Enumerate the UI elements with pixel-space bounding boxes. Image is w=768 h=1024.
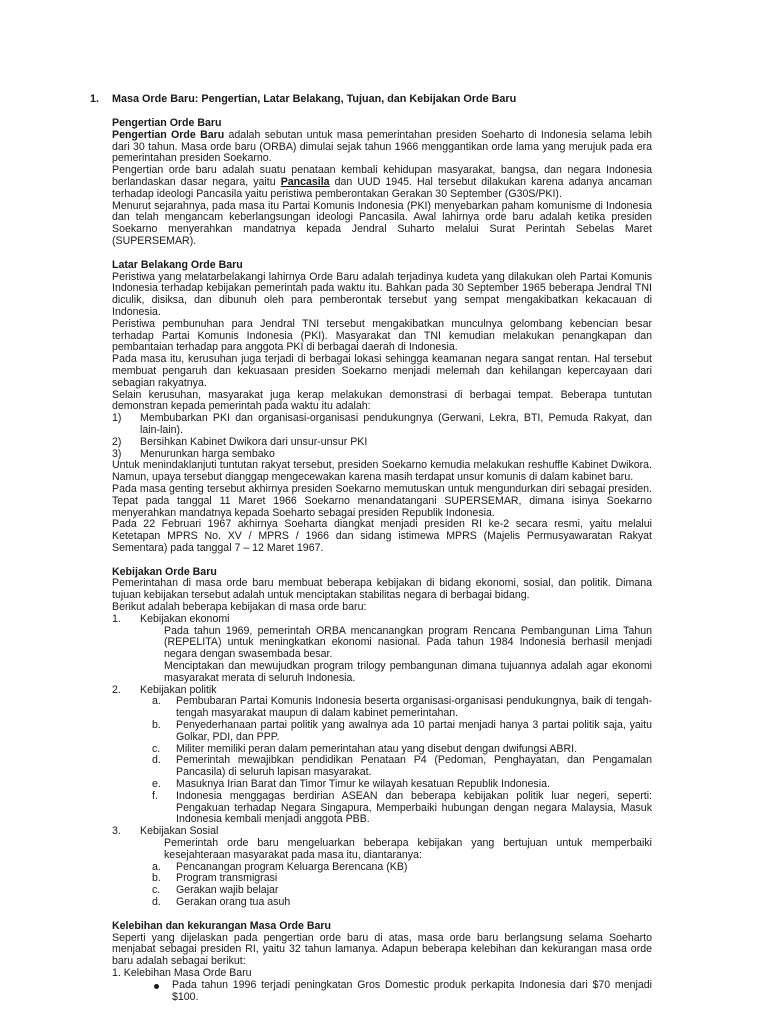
sub-paragraph: Menciptakan dan mewujudkan program trilogy pembangunan dimana tujuannya adalah agar ekonomi masyarakat merata di seluruh Indonesia.: [164, 660, 652, 684]
demands-list: [112, 413, 652, 460]
sub-paragraph: Pada tahun 1969, pemerintah ORBA mencanangkan program Rencana Pembangunan Lima Tahun (REPELITA) untuk meningkatkan ekonomi nasional. Pada tahun 1984 Indonesia berhasil menjadi negara dengan swasembada besar.: [164, 624, 652, 661]
list-item: [112, 755, 652, 779]
paragraph: Seperti yang dijelaskan pada pengertian orde baru di atas, masa orde baru berlangsung selama Soeharto menjabat sebagai presiden RI, yaitu 32 tahun lamanya. Adapun beberapa kelebihan dan kekurangan masa orde baru adalah sebagai berikut:: [112, 931, 652, 968]
list-text: Program transmigrasi: [176, 872, 278, 885]
list-text: Pembubaran Partai Komunis Indonesia beserta organisasi-organisasi pendukungnya, baik di tengah-tengah masyarakat maupun di dalam kabinet pemerintahan.: [176, 695, 652, 720]
list-letter: b.: [152, 872, 161, 885]
paragraph: Pada 22 Februari 1967 akhirnya Soeharta diangkat menjadi presiden RI ke-2 secara resmi, yaitu melalui Ketetapan MPRS No. XV / MPRS / 1966 dan sidang istimewa MPRS (Majelis Permusyawaratan Rakyat Sementara) pada tanggal 7 – 12 Maret 1967.: [112, 518, 652, 554]
list-text: Kebijakan politik: [140, 683, 217, 696]
list-text: Masuknya Irian Barat dan Timor Timur ke wilayah kesatuan Republik Indonesia.: [176, 778, 550, 791]
paragraph: Pada masa itu, kerusuhan juga terjadi di berbagai lokasi sehingga keamanan negara sangat rentan. Hal tersebut membuat pengaruh dan kekuasaan presiden Soekarno menjadi melemah dan kehilangan kepercayaan dari sebagian rakyatnya.: [112, 353, 652, 389]
list-text: Pencanangan program Keluarga Berencana (KB): [176, 860, 408, 873]
list-text: Militer memiliki peran dalam pemerintahan atau yang disebut dengan dwifungsi ABRI.: [176, 742, 578, 755]
list-letter: c.: [152, 742, 161, 755]
pancasila-link[interactable]: Pancasila: [280, 175, 330, 188]
list-item: [112, 449, 652, 461]
paragraph-text: Pengertian orde baru adalah suatu penataan kembali kehidupan masyarakat, bangsa, dan negara Indonesia berlandaskan dasar negara, yaitu: [112, 164, 652, 188]
list-letter: b.: [152, 719, 161, 732]
list-text: Menurunkan harga sembako: [140, 447, 275, 460]
section-heading-kelebihan-kekurangan: Kelebihan dan kekurangan Masa Orde Baru: [112, 919, 332, 932]
sub-paragraph: Pemerintah orde baru mengeluarkan beberapa kebijakan yang bertujuan untuk memperbaiki kesejahteraan masyarakat pada masa itu, diantaranya:: [164, 837, 652, 861]
list-letter: e.: [152, 778, 161, 791]
title-text: Masa Orde Baru: Pengertian, Latar Belakang, Tujuan, dan Kebijakan Orde Baru: [112, 93, 517, 105]
list-text: Gerakan orang tua asuh: [176, 896, 291, 908]
paragraph: Berikut adalah beberapa kebijakan di masa orde baru:: [112, 601, 367, 614]
list-text: Bersihkan Kabinet Dwikora dari unsur-unsur PKI: [140, 435, 368, 448]
bullet-icon: [154, 984, 159, 989]
title-number: 1.: [90, 93, 100, 105]
list-letter: d.: [152, 896, 161, 908]
section-heading-latar-belakang: Latar Belakang Orde Baru: [112, 258, 243, 271]
paragraph: Selain kerusuhan, masyarakat juga kerap melakukan demonstrasi di berbagai tempat. Beberapa tuntutan demonstran kepada pemerintah pada waktu itu adalah:: [112, 388, 652, 413]
list-item: [112, 614, 652, 685]
policy-list: [112, 614, 652, 909]
list-letter: a.: [152, 860, 161, 873]
paragraph: 1. Kelebihan Masa Orde Baru: [112, 966, 252, 979]
paragraph: Untuk menindaklanjuti tuntutan rakyat tersebut, presiden Soekarno kemudia melakukan reshuffle Kabinet Dwikora. Namun, upaya tersebut dianggap mengecewakan karena masih terdapat unsur komunis di dalam kabinet baru.: [112, 459, 652, 484]
list-item: [112, 791, 652, 826]
list-text: Membubarkan PKI dan organisasi-organisasi pendukungnya (Gerwani, Lekra, BTI, Pemuda Rakyat, dan lain-lain).: [140, 412, 652, 436]
list-letter: c.: [152, 884, 161, 897]
bullet-text: Pada tahun 1996 terjadi peningkatan Gros Domestic produk perkapita Indonesia dari $70 menjadi $100.: [172, 978, 652, 1003]
list-number: 1.: [112, 612, 121, 625]
list-text: Gerakan wajib belajar: [176, 884, 279, 897]
paragraph: Pada masa genting tersebut akhirnya presiden Soekarno memutuskan untuk mengundurkan diri sebagai presiden. Tepat pada tanggal 11 Maret 1966 Soekarno menandatangani SUPERSEMAR, dimana isinya Soekarno menyerahkan mandatnya kepada Soeharto sebagai presiden Republik Indonesia.: [112, 482, 652, 519]
list-text: Kebijakan ekonomi: [140, 612, 230, 625]
list-item: [112, 413, 652, 437]
list-item: [112, 897, 652, 909]
list-number: 1): [112, 412, 122, 425]
social-policy-list: [112, 862, 652, 909]
paragraph: Pemerintahan di masa orde baru membuat beberapa kebijakan di bidang ekonomi, sosial, dan politik. Dimana tujuan kebijakan tersebut adalah untuk menciptakan stabilitas negara di berbagai bidang.: [112, 577, 652, 602]
list-item: [112, 720, 652, 744]
list-number: 3.: [112, 825, 121, 838]
paragraph: [112, 165, 652, 200]
paragraph-text: dan UUD 1945. Hal tersebut dilakukan karena adanya ancaman terhadap ideologi Pancasila yaitu peristiwa pemberontakan Gerakan 30 September (G30S/PKI).: [112, 175, 652, 200]
paragraph: Peristiwa pembunuhan para Jendral TNI tersebut mengakibatkan munculnya gelombang kebencian besar terhadap Partai Komunis Indonesia (PKI). Masyarakat dan TNI kemudian melakukan penangkapan dan pembantaian terhadap para anggota PKI di berbagai daerah di Indonesia.: [112, 317, 652, 354]
list-item: [112, 826, 652, 861]
list-text: Penyederhanaan partai politik yang awalnya ada 10 partai menjadi hanya 3 partai politik saja, yaitu Golkar, PDI, dan PPP.: [176, 719, 652, 743]
paragraph: Peristiwa yang melatarbelakangi lahirnya Orde Baru adalah terjadinya kudeta yang dilakukan oleh Partai Komunis Indonesia terhadap kebijakan pemerintah pada waktu itu. Bahkan pada 30 September 1965 beberapa Jendral TNI diculik, disiksa, dan dibunuh oleh para pemberontak tersebut yang sempat mengakibatkan kekacauan di Indonesia.: [112, 270, 652, 318]
section-heading-kebijakan: Kebijakan Orde Baru: [112, 565, 217, 578]
document-body: [112, 94, 652, 1003]
paragraph: Menurut sejarahnya, pada masa itu Partai Komunis Indonesia (PKI) menyebarkan paham komunisme di Indonesia dan telah mengancam keberlangsungan ideologi Pancasila. Awal lahirnya orde baru adalah ketika presiden Soekarno menyerahkan mandatnya kepada Jendral Suharto melalui Surat Perintah Sebelas Maret (SUPERSEMAR).: [112, 199, 652, 247]
list-item: [112, 696, 652, 720]
list-number: 2.: [112, 683, 121, 696]
political-policy-list: [112, 696, 652, 826]
section-heading-pengertian: Pengertian Orde Baru: [112, 117, 222, 129]
bold-term: Pengertian Orde Baru: [112, 128, 225, 141]
paragraph: [112, 130, 652, 165]
bullet-item: [112, 980, 652, 1004]
list-letter: a.: [152, 695, 161, 708]
list-text: Kebijakan Sosial: [140, 825, 219, 838]
paragraph-text: adalah sebutan untuk masa pemerintahan presiden Soeharto di Indonesia selama lebih dari 30 tahun. Masa orde baru (ORBA) dimulai sejak tahun 1966 menggantikan orde lama yang merujuk pada era pemerintahan presiden Soekarno.: [112, 128, 652, 165]
list-letter: f.: [152, 789, 158, 802]
list-text: Indonesia menggagas berdirian ASEAN dan beberapa kebijakan politik luar negeri, seperti: Pengakuan terhadap Negara Singapura, Memperbaiki hubungan dengan negara Malaysia, Masuk Indonesia kembali menjadi anggota PBB.: [176, 789, 652, 826]
list-text: Pemerintah mewajibkan pendidikan Penataan P4 (Pedoman, Penghayatan, dan Pengamalan Pancasila) di seluruh lapisan masyarakat.: [176, 754, 652, 779]
list-number: 2): [112, 435, 122, 448]
list-letter: d.: [152, 754, 161, 767]
list-number: 3): [112, 447, 122, 460]
